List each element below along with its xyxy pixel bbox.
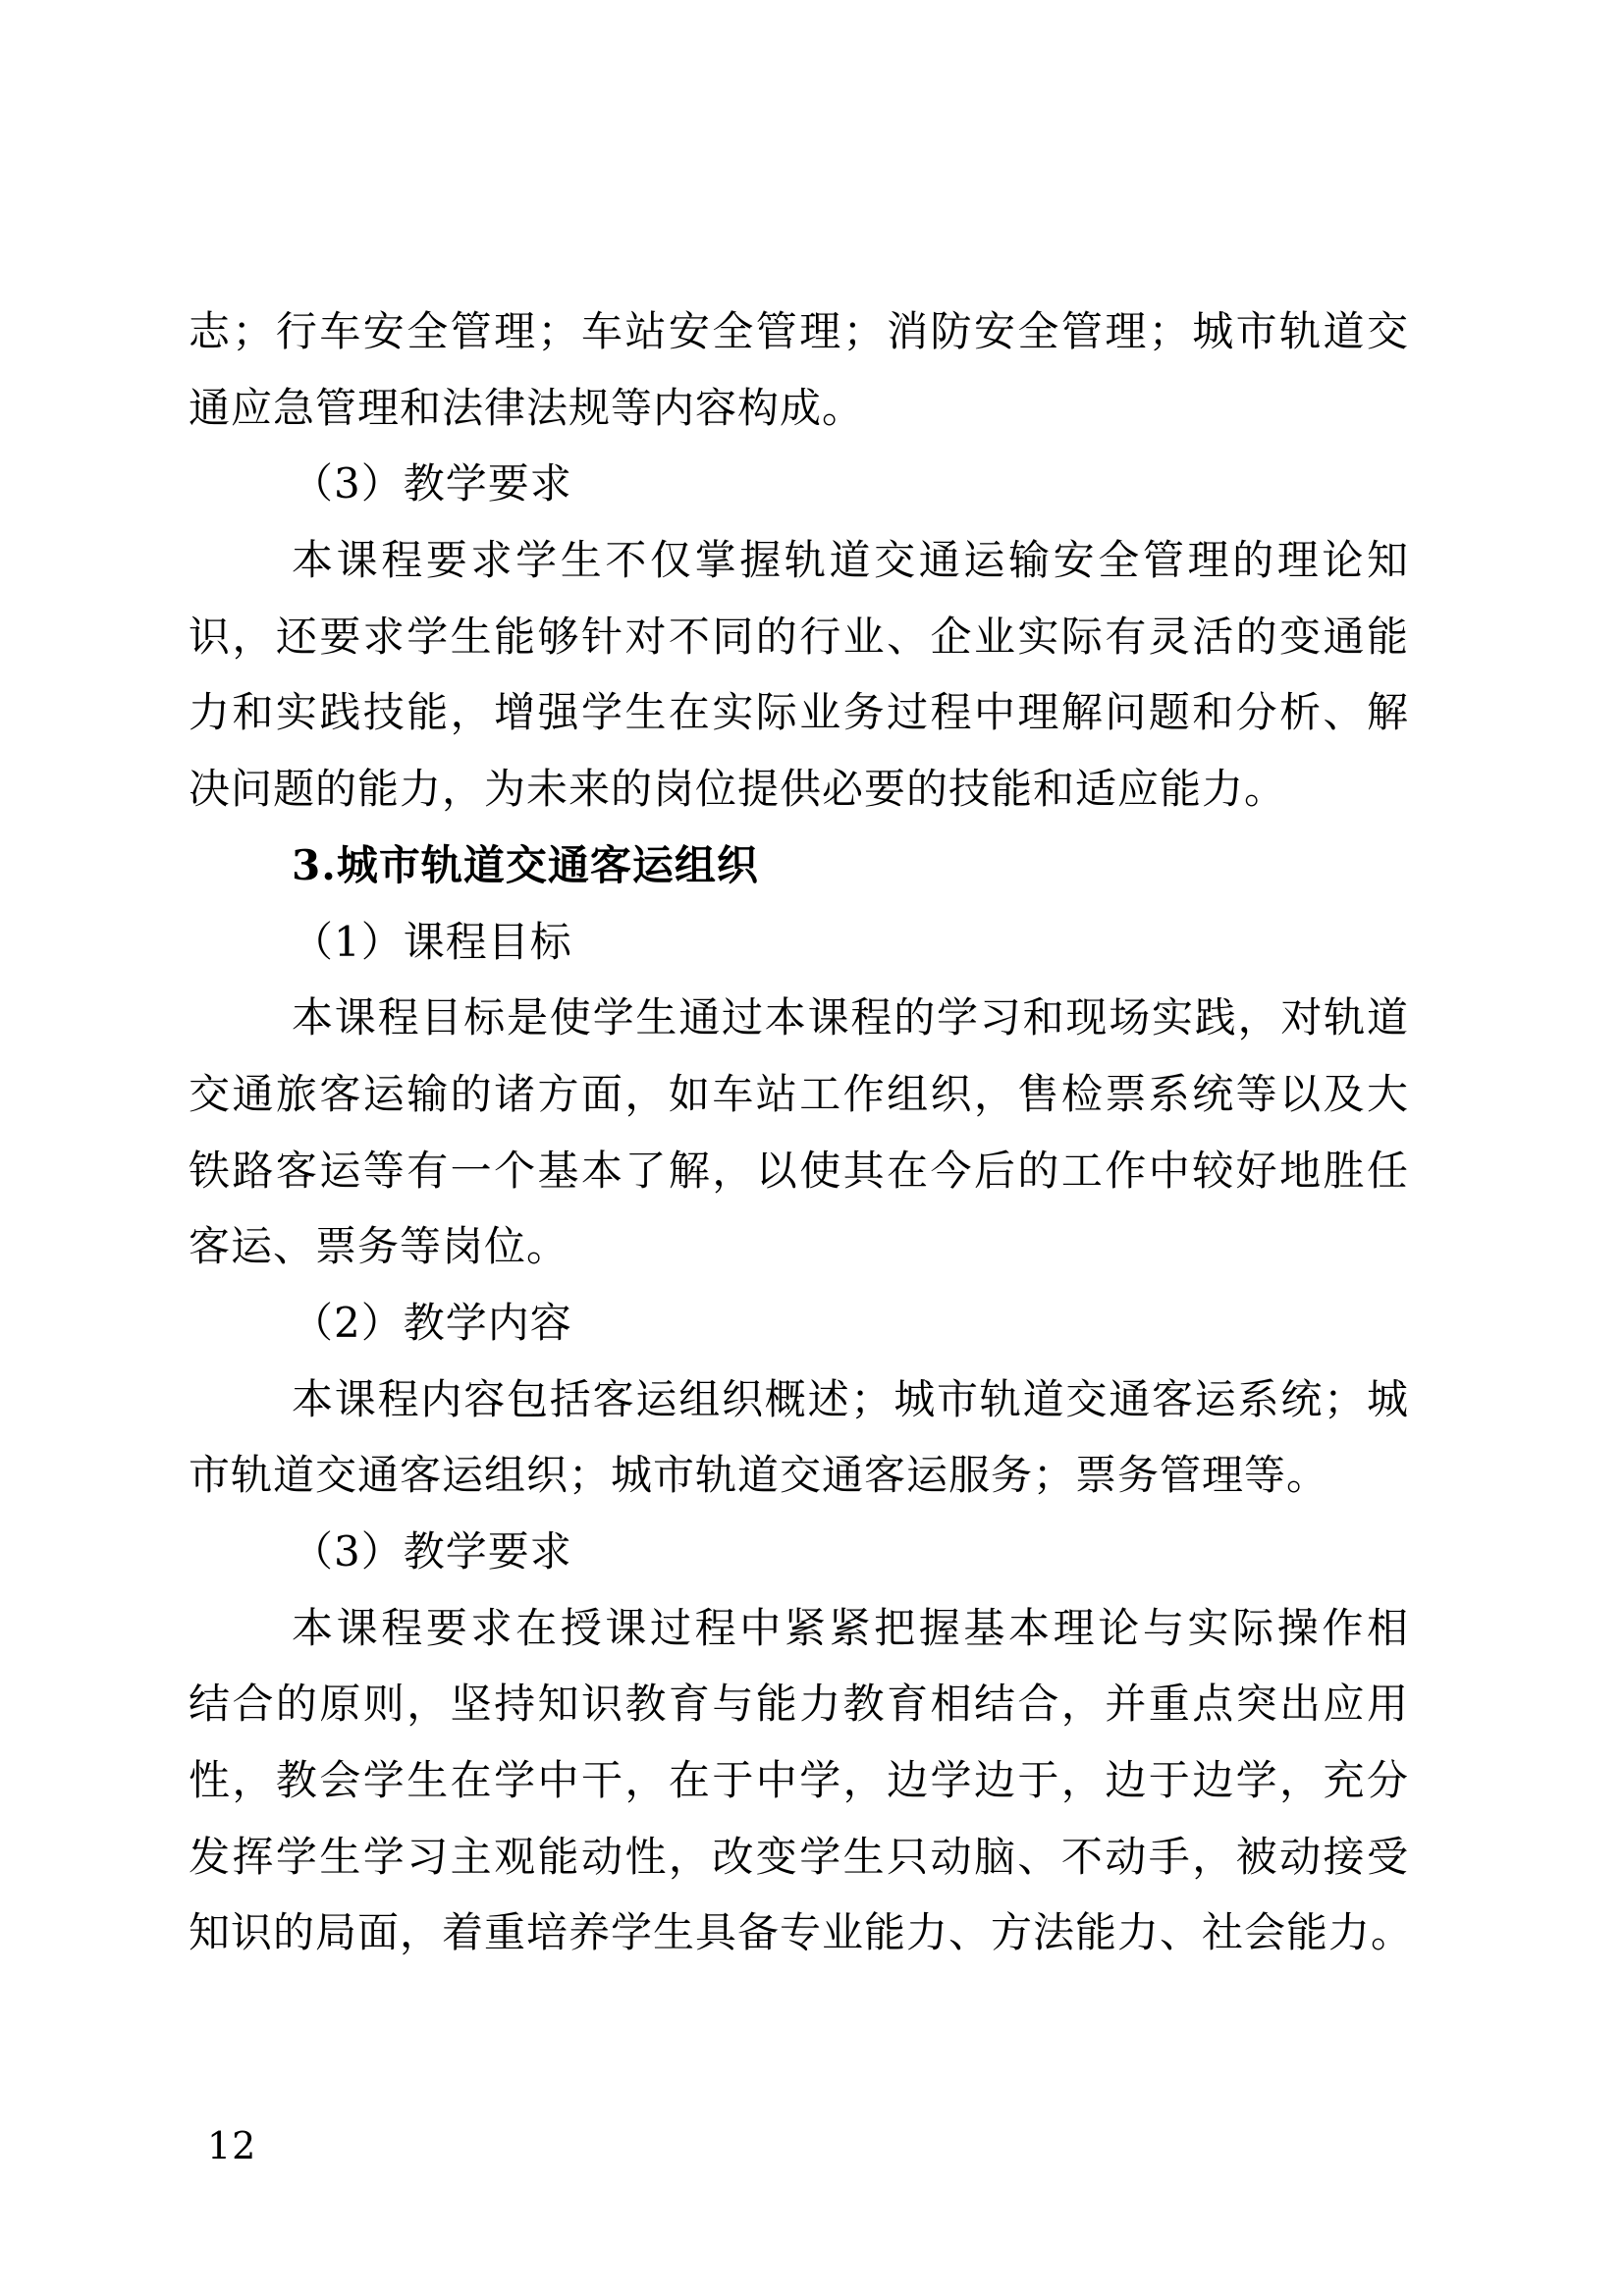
text-line: 本课程要求学生不仅掌握轨道交通运输安全管理的理论知: [292, 536, 1409, 585]
text-line: 志；行车安全管理；车站安全管理；消防安全管理；城市轨道交: [189, 307, 1409, 355]
text-line: 交通旅客运输的诸方面，如车站工作组织，售检票系统等以及大: [189, 1069, 1409, 1118]
text-line: 3.城市轨道交通客运组织: [292, 840, 759, 889]
text-line: 市轨道交通客运组织；城市轨道交通客运服务；票务管理等。: [189, 1451, 1329, 1500]
text-line: 本课程目标是使学生通过本课程的学习和现场实践，对轨道: [292, 993, 1409, 1042]
text-line: 性，教会学生在学中干，在于中学，边学边于，边于边学，充分: [189, 1756, 1409, 1805]
text-line: （1）课程目标: [292, 917, 572, 966]
text-line: 识，还要求学生能够针对不同的行业、企业实际有灵活的变通能: [189, 612, 1409, 661]
page-number: 12: [207, 2124, 257, 2167]
document-body: [189, 294, 1414, 1971]
text-line: 客运、票务等岗位。: [189, 1222, 569, 1271]
text-line: 结合的原则，坚持知识教育与能力教育相结合，并重点突出应用: [189, 1680, 1409, 1729]
text-line: 通应急管理和法律法规等内容构成。: [189, 383, 865, 432]
text-line: 决问题的能力，为未来的岗位提供必要的技能和适应能力。: [189, 765, 1287, 814]
text-line: （3）教学要求: [292, 1527, 572, 1575]
text-line: （3）教学要求: [292, 459, 572, 508]
text-line: 铁路客运等有一个基本了解，以使其在今后的工作中较好地胜任: [189, 1146, 1409, 1195]
text-line: （2）教学内容: [292, 1298, 572, 1347]
text-line: 力和实践技能，增强学生在实际业务过程中理解问题和分析、解: [189, 688, 1409, 737]
text-line: 发挥学生学习主观能动性，改变学生只动脑、不动手，被动接受: [189, 1832, 1409, 1881]
text-line: 本课程要求在授课过程中紧紧把握基本理论与实际操作相: [292, 1603, 1409, 1652]
text-line: 知识的局面，着重培养学生具备专业能力、方法能力、社会能力。: [189, 1908, 1414, 1957]
text-line: 本课程内容包括客运组织概述；城市轨道交通客运系统；城: [292, 1374, 1409, 1423]
